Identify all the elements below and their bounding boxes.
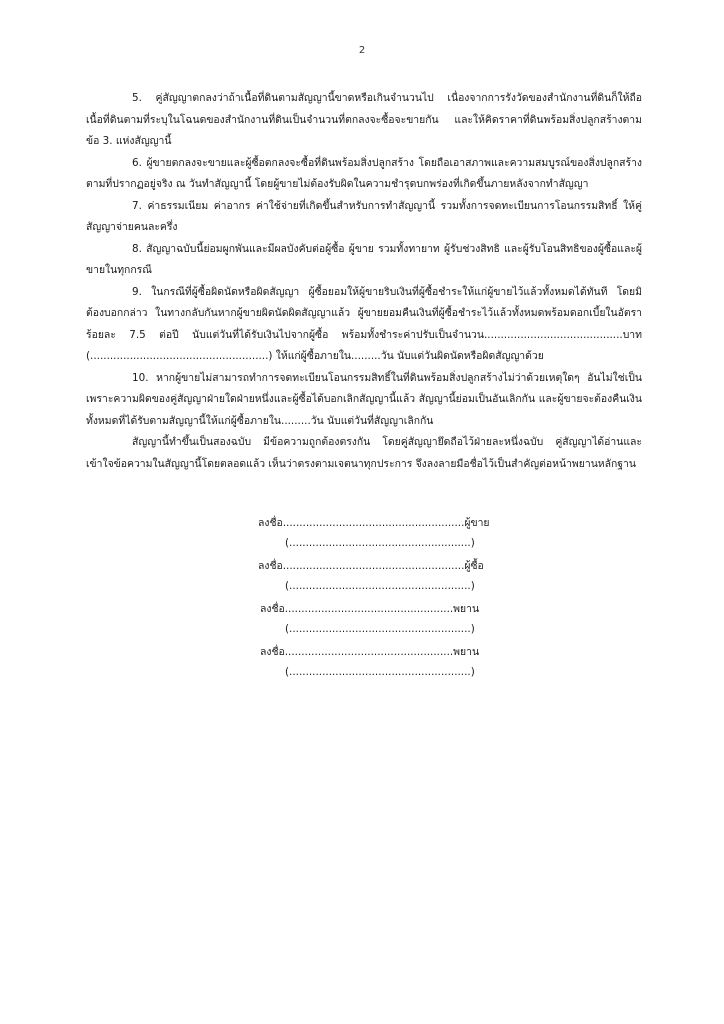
buyer-signature-line: ลงชื่อ.......................................................ผู้ซื้อ [258, 560, 484, 572]
seller-name-line: (.......................................................) [285, 537, 475, 549]
witness-1-name-line: (.......................................................) [285, 623, 475, 635]
clause-7: 7. ค่าธรรมเนียม ค่าอากร ค่าใช้จ่ายที่เกิดขึ้นสำหรับการทำสัญญานี้ รวมทั้งการจดทะเบียนการโอนกรรมสิทธิ์ ให้คู่สัญญาจ่ายคนละครึ่ง [86, 199, 642, 233]
seller-signature-line: ลงชื่อ.......................................................ผู้ขาย [258, 517, 490, 529]
contract-body [86, 88, 642, 475]
clause-9: 9. ในกรณีที่ผู้ซื้อผิดนัดหรือผิดสัญญา ผู้ซื้อยอมให้ผู้ขายริบเงินที่ผู้ซื้อชำระให้แก่ผู้ขายไว้แล้วทั้งหมดได้ทันที โดยมิต้องบอกกล่าว ในทางกลับกันหากผู้ขายผิดนัดผิดสัญญาแล้ว ผู้ขายยอมคืนเงินที่ผู้ซื้อชำระไว้แล้วทั้งหมดพร้อมดอกเบี้ยในอัตราร้อยละ 7.5 ต่อปี นับแต่วันที่ได้รับเงินไปจากผู้ซื้อ พร้อมทั้งชำระค่าปรับเป็นจำนวน..........................................บาท (......................................................) ให้แก่ผู้ซื้อภายใน.........วัน นับแต่วันผิดนัดหรือผิดสัญญาด้วย [86, 285, 642, 362]
witness-2-name-line: (.......................................................) [285, 666, 475, 678]
clause-10: 10. หากผู้ขายไม่สามารถทำการจดทะเบียนโอนกรรมสิทธิ์ในที่ดินพร้อมสิ่งปลูกสร้างไม่ว่าด้วยเหตุใดๆ อันไม่ใช่เป็นเพราะความผิดของคู่สัญญาฝ่ายใดฝ่ายหนึ่งและผู้ซื้อได้บอกเลิกสัญญานี้แล้ว สัญญานี้ย่อมเป็นอันเลิกกัน และผู้ขายจะต้องคืนเงินทั้งหมดที่ได้รับตามสัญญานี้ให้แก่ผู้ซื้อภายใน.........วัน นับแต่วันที่สัญญาเลิกกัน [86, 371, 642, 427]
page-number: 2 [358, 45, 366, 56]
clause-5: 5. คู่สัญญาตกลงว่าถ้าเนื้อที่ดินตามสัญญานี้ขาดหรือเกินจำนวนไป เนื่องจากการรังวัดของสำนักงานที่ดินก็ให้ถือเนื้อที่ดินตามที่ระบุในโฉนดของสำนักงานที่ดินเป็นจำนวนที่ตกลงจะซื้อจะขายกัน และให้คิดราคาที่ดินพร้อมสิ่งปลูกสร้างตามข้อ 3. แห่งสัญญานี้ [86, 92, 642, 147]
buyer-name-line: (.......................................................) [285, 580, 475, 592]
clause-8: 8. สัญญาฉบับนี้ย่อมผูกพันและมีผลบังคับต่อผู้ซื้อ ผู้ขาย รวมทั้งทายาท ผู้รับช่วงสิทธิ และผู้รับโอนสิทธิของผู้ซื้อและผู้ขายในทุกกรณี [86, 242, 642, 276]
witness-1-signature-line: ลงชื่อ...................................................พยาน [260, 603, 480, 615]
closing-paragraph: สัญญานี้ทำขึ้นเป็นสองฉบับ มีข้อความถูกต้องตรงกัน โดยคู่สัญญายึดถือไว้ฝ่ายละหนึ่งฉบับ คู่สัญญาได้อ่านและเข้าใจข้อความในสัญญานี้โดยตลอดแล้ว เห็นว่าตรงตามเจตนาทุกประการ จึงลงลายมือชื่อไว้เป็นสำคัญต่อหน้าพยานหลักฐาน [86, 436, 642, 470]
witness-2-signature-line: ลงชื่อ...................................................พยาน [260, 646, 480, 658]
clause-6: 6. ผู้ขายตกลงจะขายและผู้ซื้อตกลงจะซื้อที่ดินพร้อมสิ่งปลูกสร้าง โดยถือเอาสภาพและความสมบูรณ์ของสิ่งปลูกสร้างตามที่ปรากฏอยู่จริง ณ วันทำสัญญานี้ โดยผู้ขายไม่ต้องรับผิดในความชำรุดบกพร่องที่เกิดขึ้นภายหลังจากทำสัญญา [86, 156, 642, 190]
